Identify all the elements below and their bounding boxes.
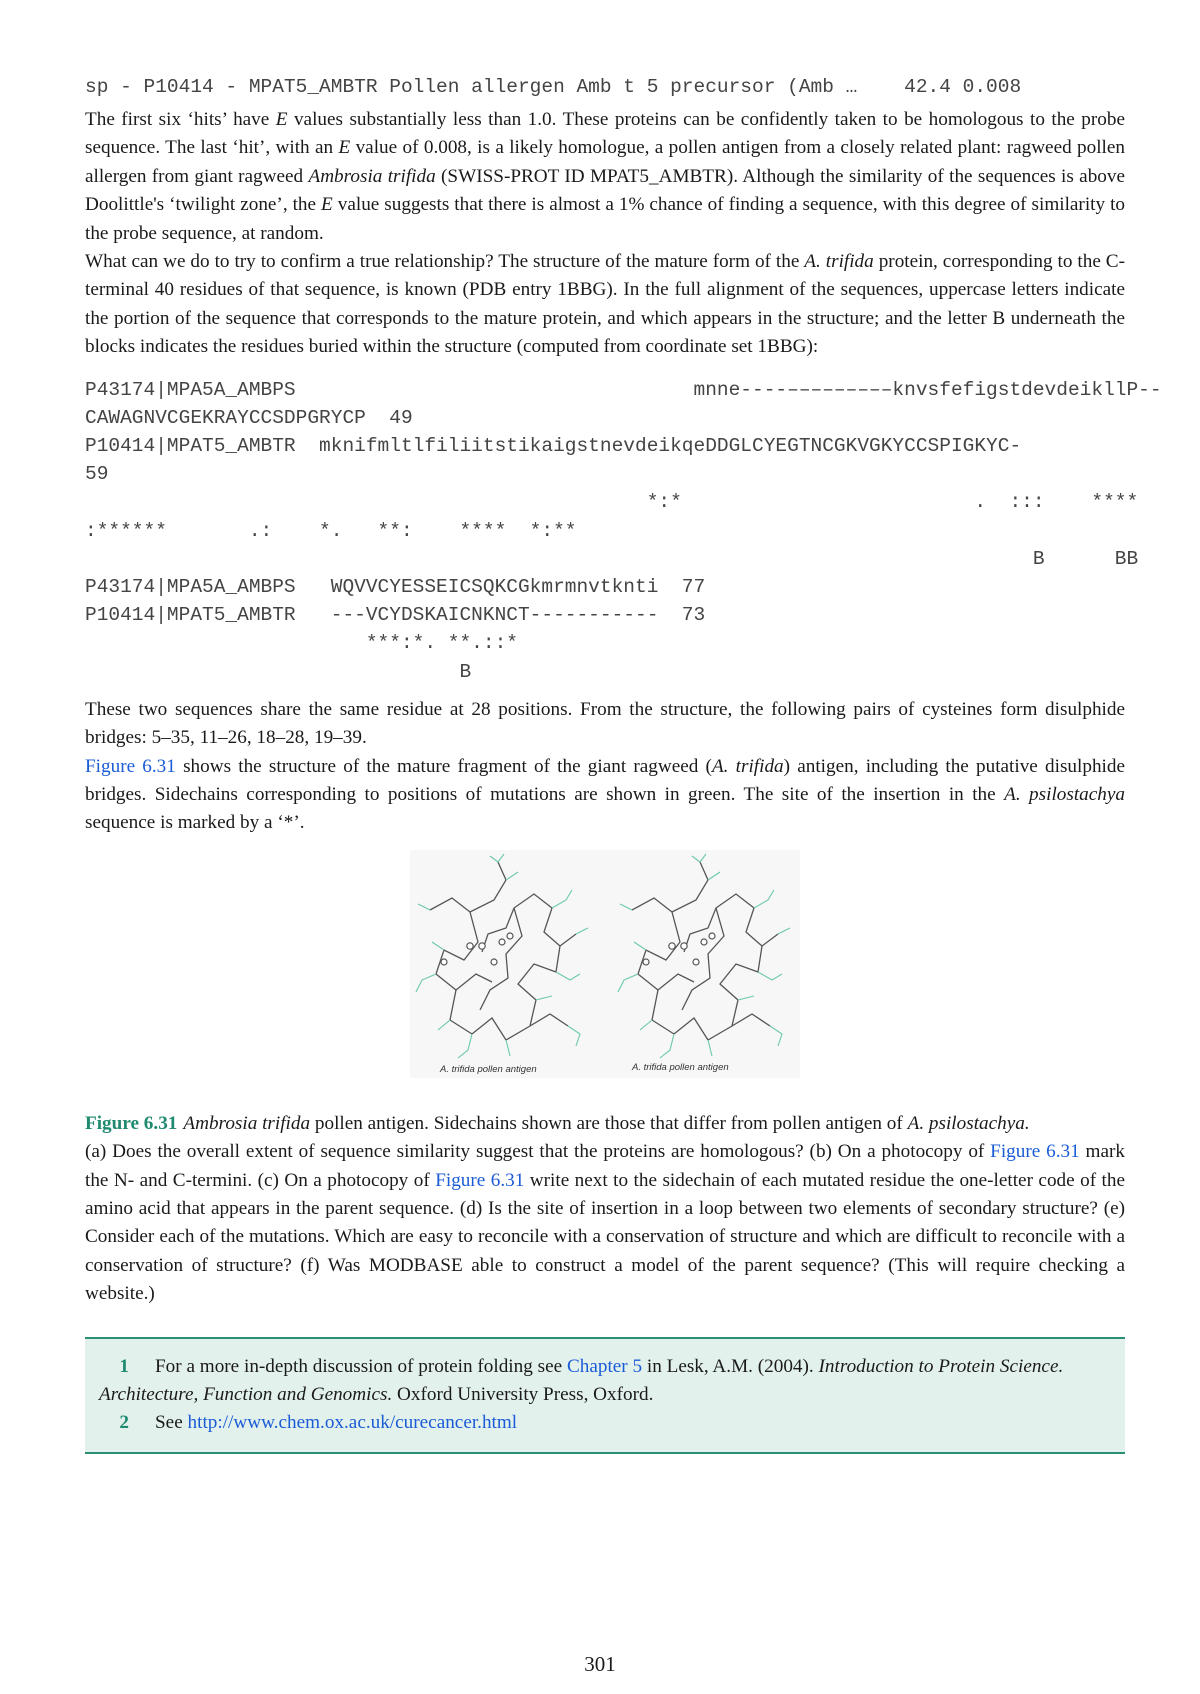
sequence-alignment — [85, 376, 1162, 686]
paragraph-hits — [85, 106, 1125, 248]
text: The first six ‘hits’ have — [85, 109, 276, 130]
figure-6-31 — [85, 850, 1125, 1080]
figure-link[interactable]: Figure 6.31 — [85, 755, 176, 777]
url-link[interactable]: http://www.chem.ox.ac.uk/curecancer.html — [187, 1412, 518, 1434]
alignment-line: :****** .: *. **: **** *:** — [85, 519, 577, 542]
text: E — [321, 194, 333, 216]
alignment-line: *:* . ::: **** — [85, 491, 1139, 514]
alignment-line: ***:*. **.::* — [85, 632, 518, 655]
figure-label-right: A. trifida pollen antigen — [632, 1061, 729, 1073]
paragraph-figure-description — [85, 753, 1125, 838]
alignment-line: 59 — [85, 463, 109, 486]
footnotes-box — [85, 1337, 1125, 1454]
species-name: A. trifida — [711, 755, 784, 777]
species-name: A. trifida — [804, 251, 874, 273]
species-name: A. psilostachya. — [907, 1112, 1030, 1134]
book-title: Introduction to Protein Science. Architecture, Function and Genomics. — [99, 1355, 1064, 1405]
text: mark the N- and C-termini. (c) On a photocopy of — [85, 1141, 1125, 1191]
text: (a) Does the overall extent of sequence similarity suggest that the proteins are homologous? (b) On a photocopy of — [85, 1141, 991, 1163]
exercise-questions — [85, 1138, 1125, 1308]
text: E — [275, 109, 288, 130]
species-name: Ambrosia trifida — [183, 1112, 311, 1134]
alignment-line: P43174|MPA5A_AMBPS WQVVCYESSEICSQKCGkmrmnvtknti 77 — [85, 575, 706, 598]
text: value of 0.008, is a likely homologue, a pollen antigen from a closely related plant: ragweed pollen allergen from giant ragweed — [85, 137, 1126, 187]
figure-caption — [85, 1110, 1125, 1138]
alignment-line: B — [85, 660, 472, 683]
text: ) antigen, including the putative disulphide bridges. Sidechains corresponding to positions of mutations are shown in green. The site of the insertion in the — [85, 755, 1125, 805]
chapter-link[interactable]: Chapter 5 — [566, 1355, 643, 1377]
figure-label-left: A. trifida pollen antigen — [440, 1063, 537, 1075]
blast-hit-line: sp - P10414 - MPAT5_AMBTR Pollen allergen Amb t 5 precursor (Amb … 42.4 0.008 — [85, 76, 1022, 98]
text: What can we do to try to confirm a true relationship? The structure of the mature form of the — [85, 251, 805, 273]
text: (SWISS-PROT ID MPAT5_AMBTR). Although the similarity of the sequences is above Doolittle's ‘twilight zone’, the — [85, 165, 1125, 216]
alignment-line: CAWAGNVCGEKRAYCCSDPGRYCP 49 — [85, 406, 413, 429]
text: protein, corresponding to the C-terminal 40 residues of that sequence, is known (PDB entry 1BBG). In the full alignment of the sequences, uppercase letters indicate the portion of the sequence that corresponds to the mature protein, and which appears in the structure; and the letter B underneath the blocks indicates the residues buried within the structure (computed from coordinate set 1BBG): — [85, 251, 1125, 358]
alignment-line: P43174|MPA5A_AMBPS mnne----–––––––––knvsfefigstdevdeikllP-- — [85, 378, 1162, 401]
figure-link[interactable]: Figure 6.31 — [990, 1141, 1080, 1163]
text: E — [338, 137, 351, 159]
stereo-structure-image — [410, 850, 800, 1078]
paragraph-structure — [85, 248, 1125, 362]
footnote-2 — [99, 1409, 1111, 1437]
caption-label: Figure 6.31 — [85, 1112, 178, 1134]
alignment-line: B BB — [85, 547, 1139, 570]
text: Oxford University Press, Oxford. — [392, 1384, 654, 1405]
footnote-1 — [99, 1353, 1111, 1410]
species-name: Ambrosia trifida — [308, 165, 436, 187]
page-content — [85, 72, 1162, 1454]
page-number: 301 — [584, 1652, 616, 1676]
text: sequence is marked by a ‘*’. — [85, 812, 305, 834]
text: write next to the sidechain of each mutated residue the one-letter code of the amino acid that appears in the parent sequence. (d) Is the site of insertion in a loop between two elements of secondary structure? (e) Consider each of the mutations. Which are easy to reconcile with a conservation of structure and which are difficult to reconcile with a conservation of structure? (f) Was MODBASE able to construct a model of the parent sequence? (This will require checking a website.) — [85, 1169, 1125, 1305]
figure-background — [410, 850, 800, 1078]
species-name: A. psilostachya — [1004, 783, 1125, 805]
text: pollen antigen. Sidechains shown are those that differ from pollen antigen of — [310, 1112, 908, 1134]
footnote-number: 1 — [119, 1355, 129, 1377]
alignment-line: P10414|MPAT5_AMBTR ---VCYDSKAICNKNCT----------- 73 — [85, 604, 706, 627]
text: For a more in-depth discussion of protein folding see — [155, 1355, 567, 1377]
text: values substantially less than 1.0. These proteins can be confidently taken to be homologous to the probe sequence. The last ‘hit’, with an — [85, 109, 1125, 159]
paragraph-shared-residues: These two sequences share the same residue at 28 positions. From the structure, the following pairs of cysteines form disulphide bridges: 5–35, 11–26, 18–28, 19–39. — [85, 698, 1125, 749]
text: See — [155, 1412, 188, 1434]
text: shows the structure of the mature fragment of the giant ragweed ( — [175, 755, 712, 777]
text: in Lesk, A.M. (2004). — [642, 1355, 819, 1377]
figure-link[interactable]: Figure 6.31 — [435, 1169, 525, 1191]
text: value suggests that there is almost a 1% chance of finding a sequence, with this degree of similarity to the probe sequence, at random. — [85, 194, 1125, 244]
footnote-number: 2 — [119, 1412, 129, 1434]
alignment-line: P10414|MPAT5_AMBTR mknifmltlfiliitstikaigstnevdeikqeDDGLCYEGTNCGKVGKYCCSPIGKYC- — [85, 435, 1022, 458]
